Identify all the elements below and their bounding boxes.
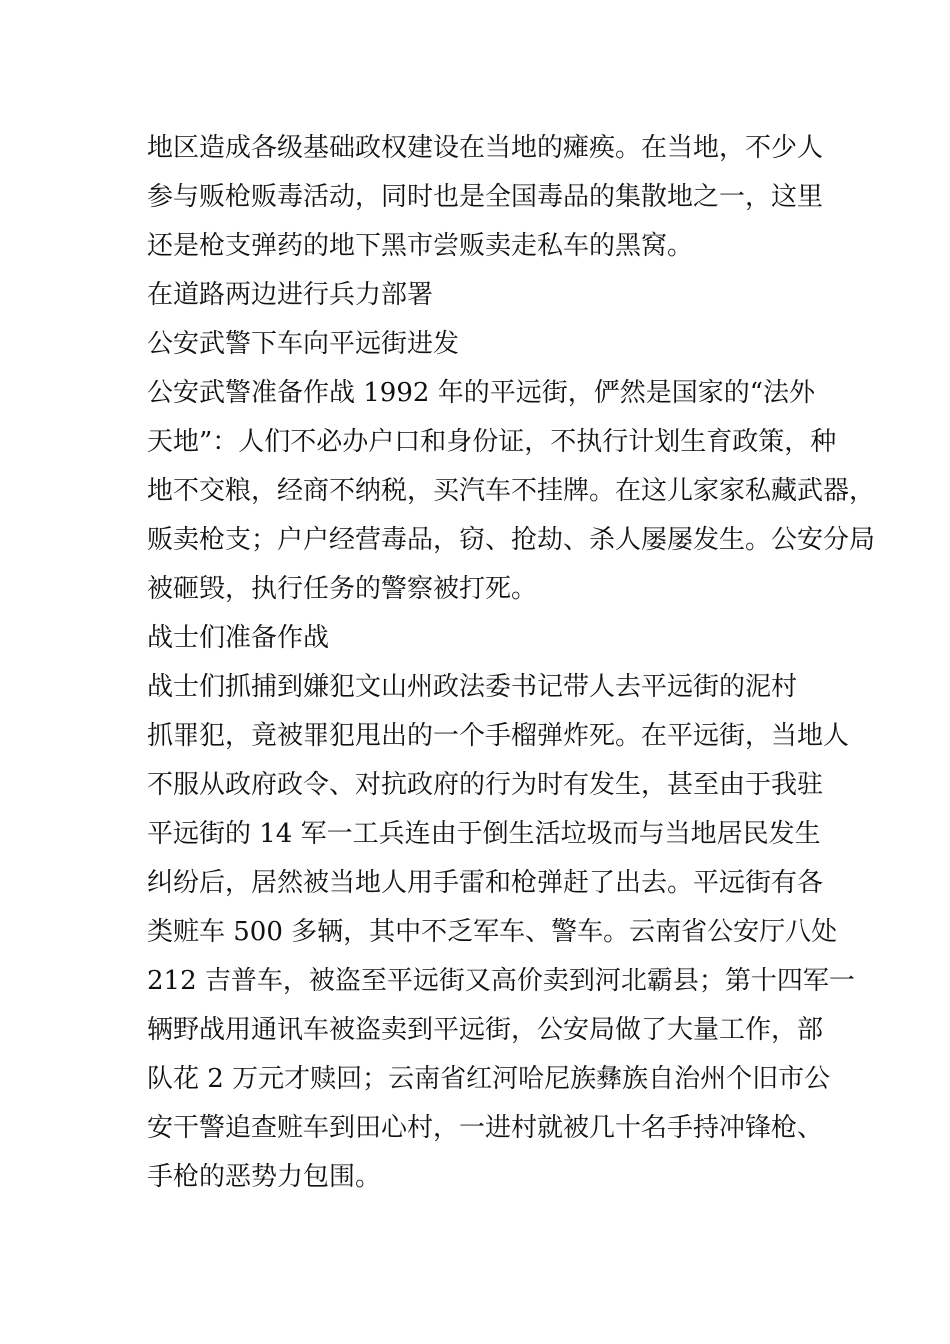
text-line: 地区造成各级基础政权建设在当地的瘫痪。在当地，不少人 <box>147 133 824 163</box>
text-line: 战士们抓捕到嫌犯文山州政法委书记带人去平远街的泥村 <box>147 672 798 702</box>
text-line: 纠纷后，居然被当地人用手雷和枪弹赶了出去。平远街有各 <box>147 868 824 898</box>
body-text <box>147 124 876 1202</box>
text-line: 公安武警准备作战 1992 年的平远街，俨然是国家的“法外 <box>147 378 815 408</box>
text-line: 贩卖枪支；户户经营毒品，窃、抢劫、杀人屡屡发生。公安分局 <box>147 525 876 555</box>
text-line: 战士们准备作战 <box>147 623 330 653</box>
text-line: 被砸毁，执行任务的警察被打死。 <box>147 574 538 604</box>
text-line: 抓罪犯，竟被罪犯甩出的一个手榴弹炸死。在平远街，当地人 <box>147 721 850 751</box>
text-line: 天地”：人们不必办户口和身份证，不执行计划生育政策，种 <box>147 427 837 457</box>
text-line: 还是枪支弹药的地下黑市尝贩卖走私车的黑窝。 <box>147 231 694 261</box>
text-line: 在道路两边进行兵力部署 <box>147 280 434 310</box>
text-line: 212 吉普车，被盗至平远街又高价卖到河北霸县；第十四军一 <box>147 966 855 996</box>
text-line: 队花 2 万元才赎回；云南省红河哈尼族彝族自治州个旧市公 <box>147 1064 831 1094</box>
text-line: 辆野战用通讯车被盗卖到平远街，公安局做了大量工作，部 <box>147 1015 824 1045</box>
text-line: 参与贩枪贩毒活动，同时也是全国毒品的集散地之一，这里 <box>147 182 824 212</box>
text-line: 不服从政府政令、对抗政府的行为时有发生，甚至由于我驻 <box>147 770 824 800</box>
text-line: 公安武警下车向平远街进发 <box>147 329 460 359</box>
text-line: 安干警追查赃车到田心村，一进村就被几十名手持冲锋枪、 <box>147 1113 824 1143</box>
text-line: 类赃车 500 多辆，其中不乏军车、警车。云南省公安厅八处 <box>147 917 838 947</box>
text-line: 手枪的恶势力包围。 <box>147 1162 382 1192</box>
text-line: 地不交粮，经商不纳税，买汽车不挂牌。在这儿家家私藏武器， <box>147 476 876 506</box>
text-line: 平远街的 14 军一工兵连由于倒生活垃圾而与当地居民发生 <box>147 819 821 849</box>
